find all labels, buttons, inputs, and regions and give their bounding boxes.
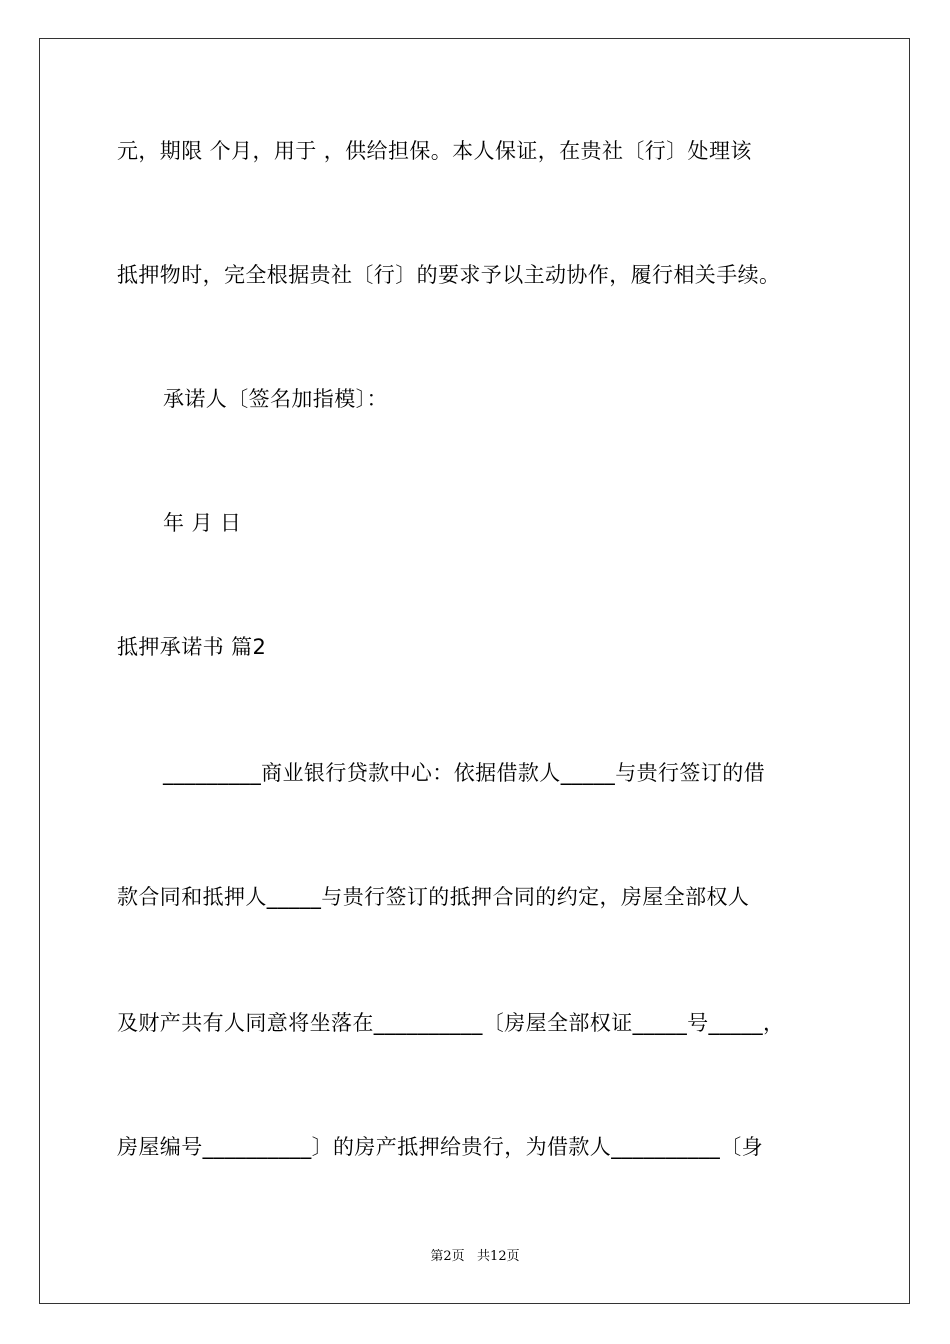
date-line: 年 月 日 [163, 511, 242, 535]
signature-label: 承诺人〔签名加指模〕： [163, 387, 388, 411]
section-heading: 抵押承诺书 篇2 [117, 635, 267, 659]
page-footer: 第2页 共12页 [430, 1249, 520, 1264]
page-frame [39, 38, 910, 1304]
body-line-6: 房屋编号__________〕的房产抵押给贵行，为借款人__________〔身 [117, 1135, 763, 1159]
body-line-3: _________商业银行贷款中心：依据借款人_____与贵行签订的借 [163, 761, 765, 785]
body-line-1: 元，期限 个月，用于 ，供给担保。本人保证，在贵社〔行〕处理该 [117, 139, 752, 163]
body-line-5: 及财产共有人同意将坐落在__________〔房屋全部权证_____号_____， [117, 1011, 785, 1035]
body-line-4: 款合同和抵押人_____与贵行签订的抵押合同的约定，房屋全部权人 [117, 885, 750, 909]
body-line-2: 抵押物时，完全根据贵社〔行〕的要求予以主动协作，履行相关手续。 [117, 263, 781, 287]
